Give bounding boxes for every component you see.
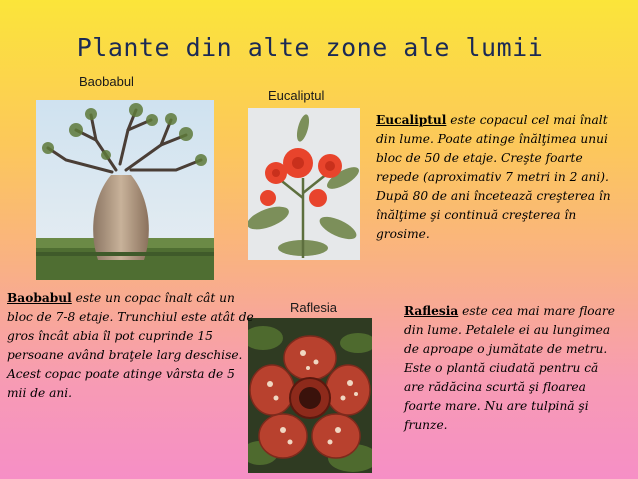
eucalypt-description: [376, 111, 624, 244]
rafflesia-label: Raflesia: [290, 300, 337, 315]
rafflesia-name: Raflesia: [404, 304, 459, 318]
baobab-text: este un copac înalt cât un bloc de 7-8 etaje. Trunchiul este atât de gros încât abia îl pot cuprinde 15 persoane având braţele larg deschise. Acest copac poate atinge vârsta de 5 mii de ani.: [7, 291, 254, 400]
rafflesia-text: este cea mai mare floare din lume. Petalele ei au lungimea de aproape o jumătate de metru. Este o plantă ciudată pentru că are rădăcina scurtă şi floarea foarte mare. Nu are tulpină şi frunze.: [404, 304, 615, 432]
eucalypt-photo: [248, 108, 360, 260]
rafflesia-photo: [248, 318, 372, 473]
eucalypt-text: este copacul cel mai înalt din lume. Poate atinge înălţimea unui bloc de 50 de etaje. Creşte foarte repede (aproximativ 7 metri in 2 ani). După 80 de ani încetează creşterea în înălţime şi continuă creşterea în grosime.: [376, 113, 611, 241]
eucalypt-label: Eucaliptul: [268, 88, 325, 103]
rafflesia-description: [404, 302, 619, 435]
eucalypt-name: Eucaliptul: [376, 113, 447, 127]
baobab-name: Baobabul: [7, 291, 72, 305]
baobab-label: Baobabul: [79, 74, 134, 89]
baobab-description: [7, 289, 254, 403]
slide-title: Plante din alte zone ale lumii: [76, 33, 544, 62]
baobab-photo: [36, 100, 214, 280]
